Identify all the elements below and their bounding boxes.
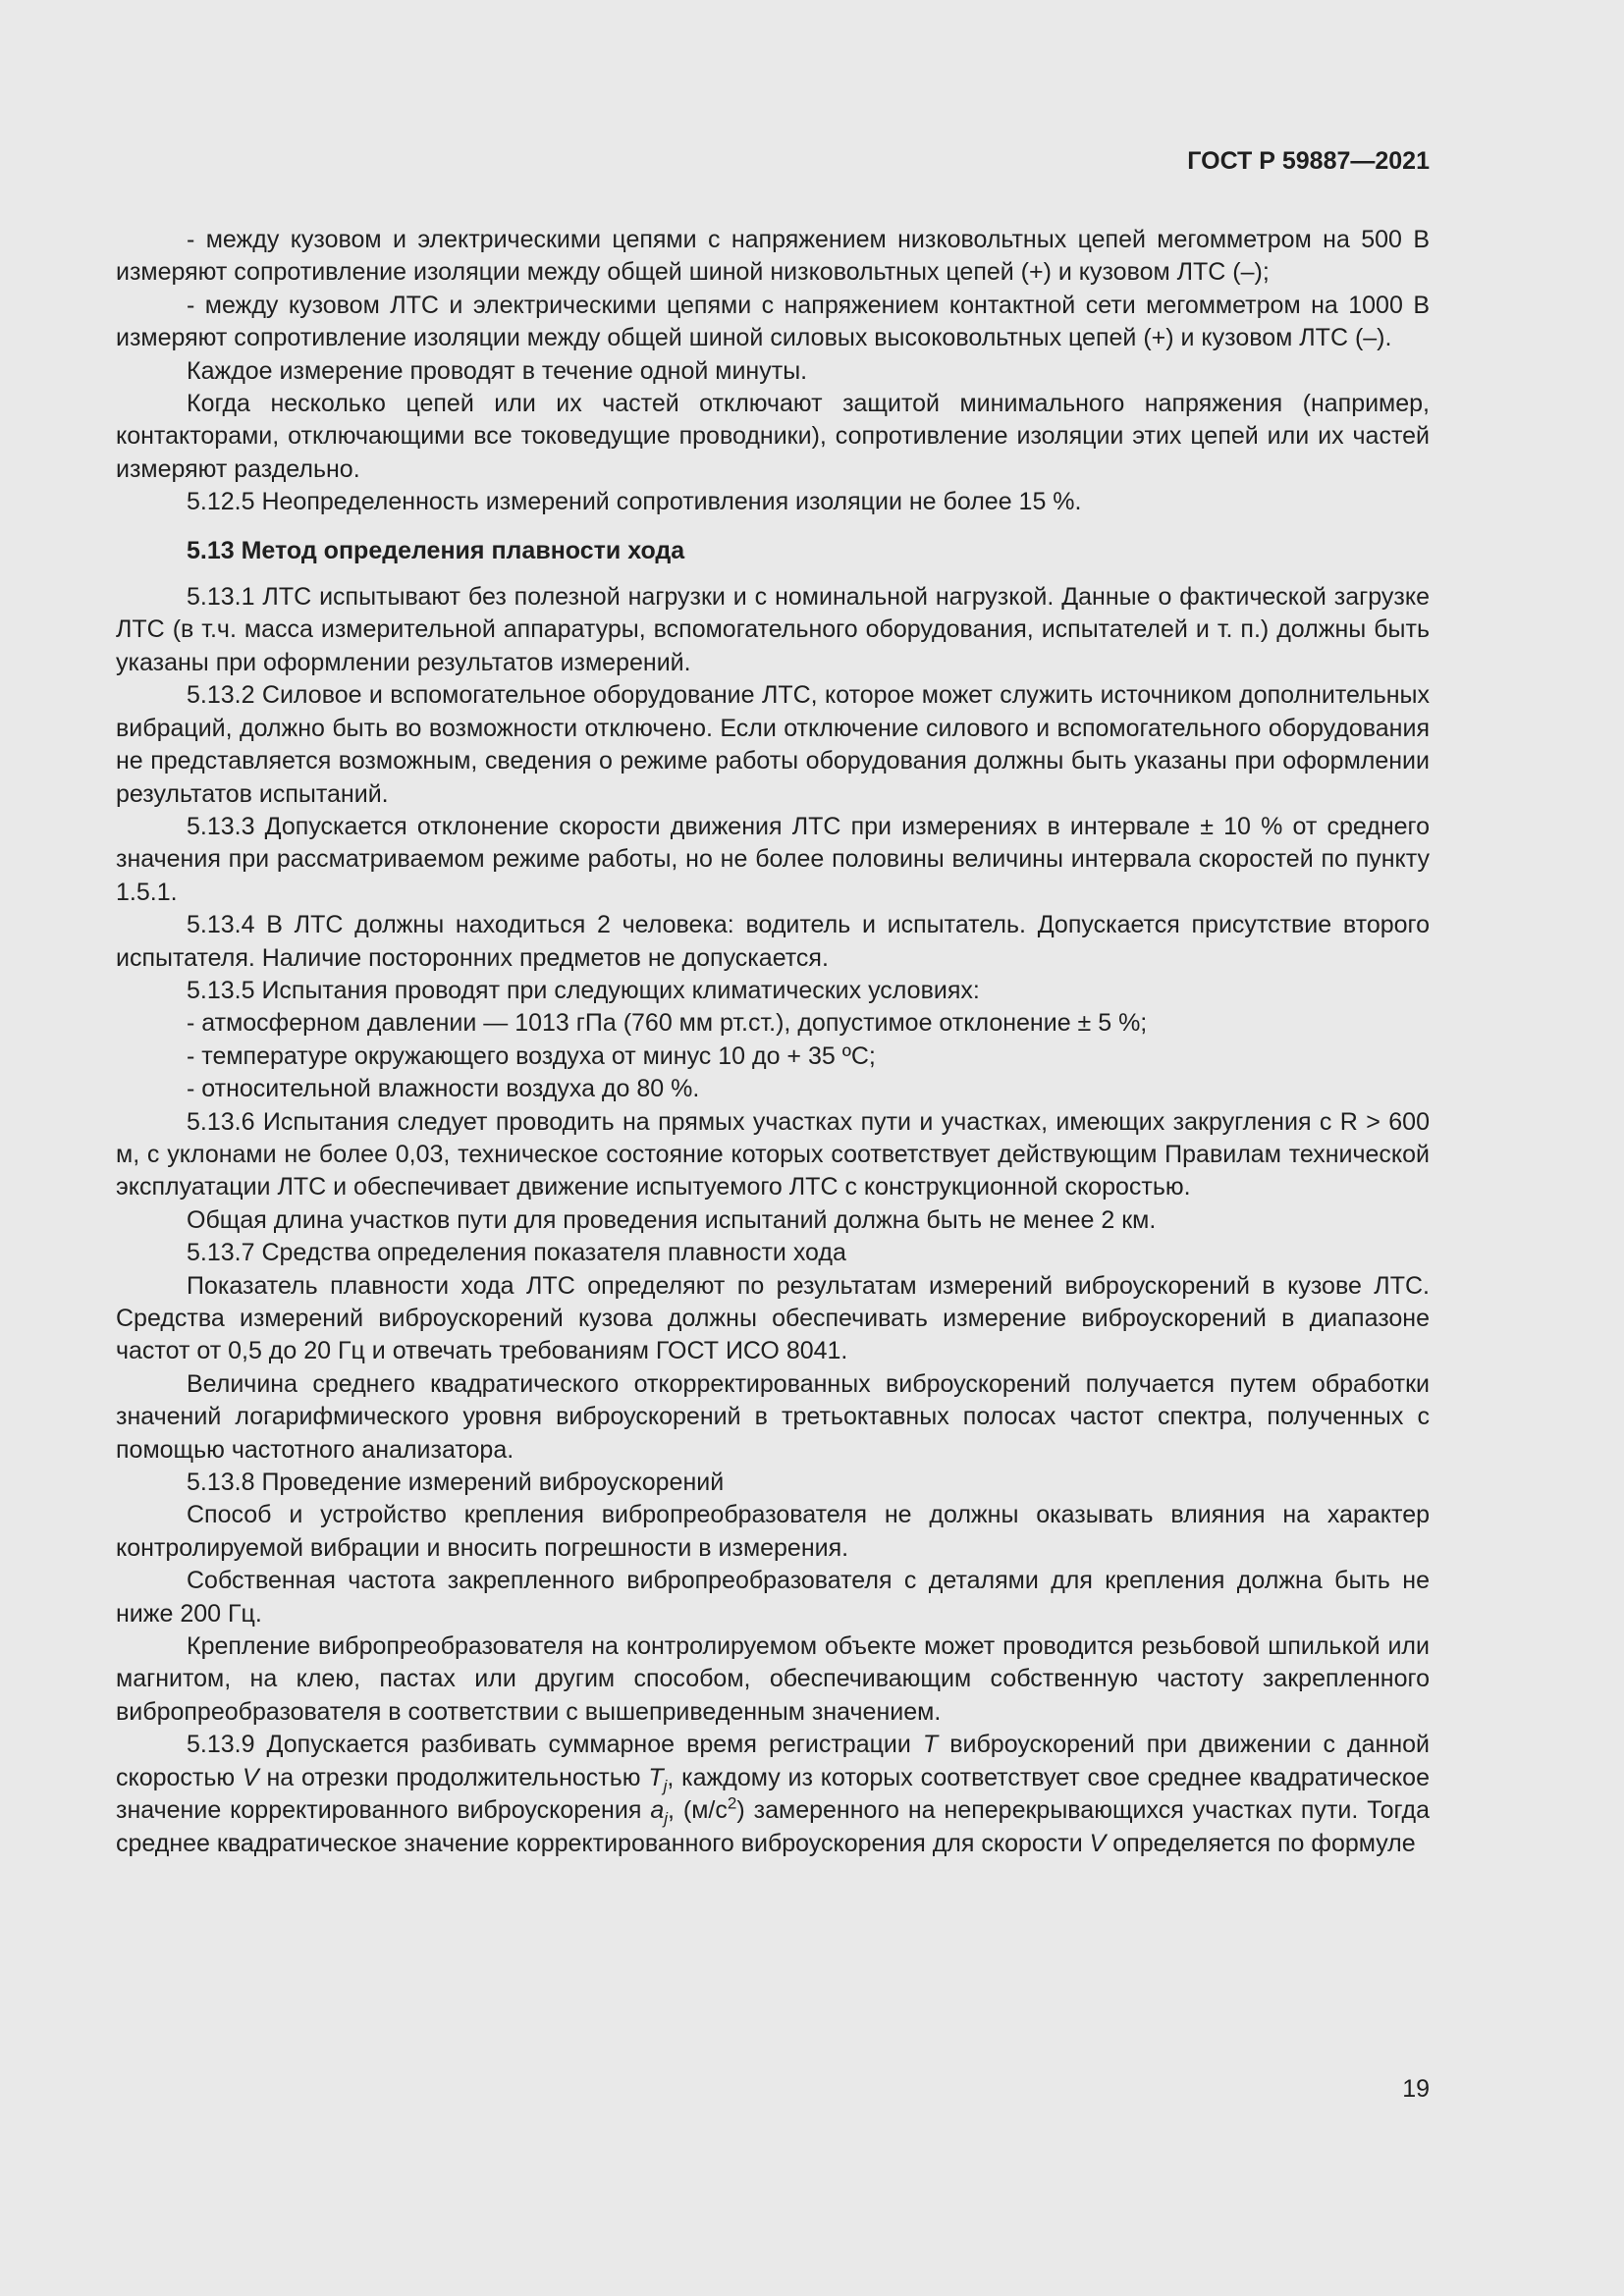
paragraph: Показатель плавности хода ЛТС определяют по результатам измерений виброускорений в кузове ЛТС. Средства измерений виброускорений кузова должны обеспечивать измерение виброускорений в диапазоне частот от 0,5 до 20 Гц и отвечать требованиям ГОСТ ИСО 8041. [116, 1271, 1430, 1365]
paragraph: 5.13.1 ЛТС испытывают без полезной нагрузки и с номинальной нагрузкой. Данные о фактической загрузке ЛТС (в т.ч. масса измерительной аппаратуры, вспомогательного оборудования, испытателей и т. п.) должны быть указаны при оформлении результатов измерений. [116, 583, 1430, 676]
paragraph: - между кузовом и электрическими цепями с напряжением низковольтных цепей мегомметром на 500 В измеряют сопротивление изоляции между общей шиной низковольтных цепей (+) и кузовом ЛТС (–); [116, 226, 1430, 287]
list-item: - температуре окружающего воздуха от минус 10 до + 35 ºС; [187, 1041, 876, 1070]
paragraph: 5.13.2 Силовое и вспомогательное оборудование ЛТС, которое может служить источником дополнительных вибраций, должно быть во возможности отключено. Если отключение силового и вспомогательного оборудования не представляется возможным, сведения о режиме работы оборудования должны быть указаны при оформлении результатов испытаний. [116, 681, 1430, 808]
paragraph: Собственная частота закрепленного вибропреобразователя с деталями для крепления должна быть не ниже 200 Гц. [116, 1567, 1430, 1628]
paragraph-with-formula-vars: 5.13.9 Допускается разбивать суммарное время регистрации T виброускорений при движении с данной скоростью V на отрезки продолжительностью $T_j$, каждому из которых соответствует свое среднее квадратическое значение корректированного виброускорения $a_j$, $(м/с^2)$ замеренного на неперекрывающихся участках пути. Тогда среднее квадратическое значение корректированного виброускорения для скорости V определяется по формуле [116, 1731, 1430, 1857]
paragraph: 5.13.5 Испытания проводят при следующих климатических условиях: [187, 976, 980, 1004]
page-number: 19 [1402, 2075, 1430, 2103]
list-item: - относительной влажности воздуха до 80 %. [187, 1075, 700, 1103]
paragraph: 5.12.5 Неопределенность измерений сопротивления изоляции не более 15 %. [187, 488, 1082, 516]
paragraph: Величина среднего квадратического откорректированных виброускорений получается путем обработки значений логарифмического уровня виброускорений в третьоктавных полосах частот спектра, полученных с помощью частотного анализатора. [116, 1369, 1430, 1464]
paragraph: Общая длина участков пути для проведения испытаний должна быть не менее 2 км. [187, 1205, 1157, 1234]
paragraph: 5.13.3 Допускается отклонение скорости движения ЛТС при измерениях в интервале ± 10 % от среднего значения при рассматриваемом режиме работы, но не более половины величины интервала скоростей по пункту 1.5.1. [116, 812, 1430, 906]
paragraph: 5.13.4 В ЛТС должны находиться 2 человека: водитель и испытатель. Допускается присутствие второго испытателя. Наличие посторонних предметов не допускается. [116, 911, 1430, 972]
paragraph: - между кузовом ЛТС и электрическими цепями с напряжением контактной сети мегомметром на 1000 В измеряют сопротивление изоляции между общей шиной силовых высоковольтных цепей (+) и кузовом ЛТС (–). [116, 291, 1430, 352]
paragraph: Каждое измерение проводят в течение одной минуты. [187, 356, 808, 385]
document-header: ГОСТ Р 59887—2021 [1187, 147, 1430, 175]
subsection-title: 5.13.7 Средства определения показателя плавности хода [187, 1239, 846, 1267]
paragraph: 5.13.6 Испытания следует проводить на прямых участках пути и участках, имеющих закругления с R > 600 м, с уклонами не более 0,03, техническое состояние которых соответствует действующим Правилам технической эксплуатации ЛТС и обеспечивает движение испытуемого ЛТС с конструкционной скоростью. [116, 1107, 1430, 1201]
paragraph: Когда несколько цепей или их частей отключают защитой минимального напряжения (например, контакторами, отключающими все токоведущие проводники), сопротивление изоляции этих цепей или их частей измеряют раздельно. [116, 390, 1430, 483]
subsection-title: 5.13.8 Проведение измерений виброускорений [187, 1468, 725, 1497]
list-item: - атмосферном давлении — 1013 гПа (760 мм рт.ст.), допустимое отклонение ± 5 %; [187, 1009, 1148, 1038]
paragraph: Крепление вибропреобразователя на контролируемом объекте может проводится резьбовой шпилькой или магнитом, на клею, пастах или другим способом, обеспечивающим собственную частоту закрепленного вибропреобразователя в соответствии с вышеприведенным значением. [116, 1632, 1430, 1726]
paragraph: Способ и устройство крепления вибропреобразователя не должны оказывать влияния на характер контролируемой вибрации и вносить погрешности в измерения. [116, 1501, 1430, 1562]
document-body [116, 224, 1430, 1860]
section-heading: 5.13 Метод определения плавности хода [187, 536, 685, 564]
